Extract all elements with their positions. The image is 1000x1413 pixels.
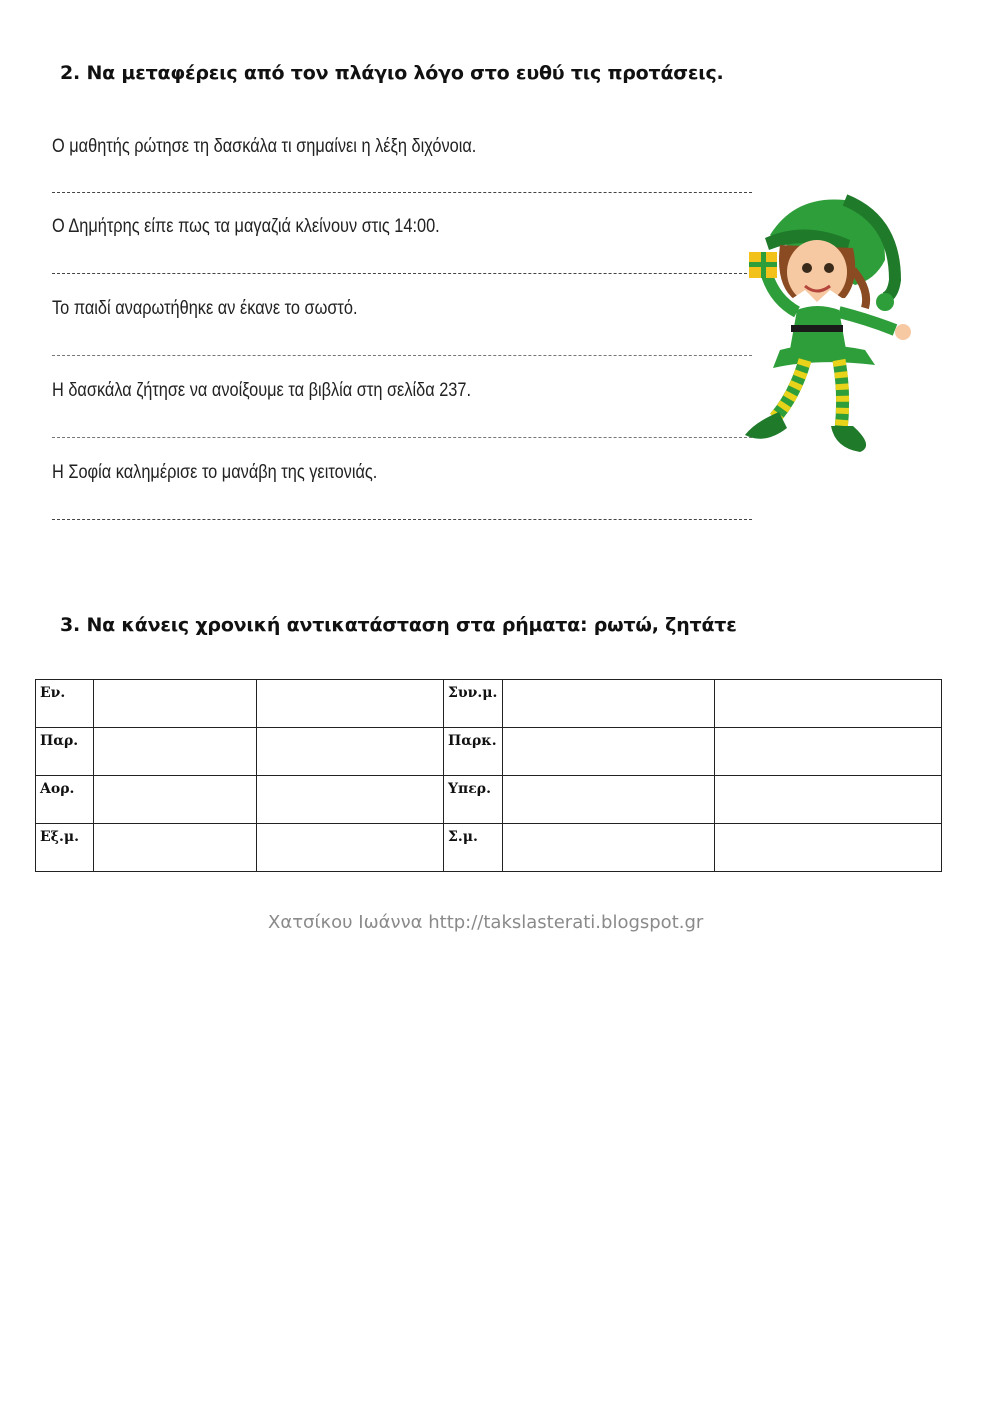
tense-label-right [444, 776, 503, 824]
tense-label-text: Εν. [40, 685, 66, 701]
answer-cell[interactable] [503, 824, 715, 872]
answer-cell[interactable] [715, 824, 942, 872]
tense-label-left [36, 824, 94, 872]
answer-cell[interactable] [715, 680, 942, 728]
answer-cell[interactable] [257, 824, 444, 872]
tense-label-text: Εξ.μ. [40, 829, 79, 845]
answer-cell[interactable] [257, 728, 444, 776]
answer-cell[interactable] [94, 776, 257, 824]
tense-label-text: Αορ. [40, 781, 75, 797]
answer-cell[interactable] [715, 728, 942, 776]
answer-cell[interactable] [503, 680, 715, 728]
tense-label-text: Συν.μ. [448, 685, 498, 701]
sentence-5: Η Σοφία καλημέρισε το μανάβη της γειτονιάς. [52, 462, 378, 483]
answer-cell[interactable] [94, 680, 257, 728]
footer-credit: Χατσίκου Ιωάννα http://takslasterati.blogspot.gr [268, 912, 704, 933]
tense-label-right [444, 824, 503, 872]
answer-line-3[interactable] [52, 355, 752, 356]
tense-label-left [36, 680, 94, 728]
table-row [36, 776, 942, 824]
tense-label-text: Σ.μ. [448, 829, 478, 845]
tense-label-right [444, 728, 503, 776]
tense-label-text: Παρκ. [448, 733, 497, 749]
exercise-3-title: 3. Να κάνεις χρονική αντικατάσταση στα ρήματα: ρωτώ, ζητάτε [60, 614, 737, 636]
exercise-2-title: 2. Να μεταφέρεις από τον πλάγιο λόγο στο ευθύ τις προτάσεις. [60, 62, 724, 84]
answer-line-2[interactable] [52, 273, 752, 274]
answer-cell[interactable] [503, 728, 715, 776]
tense-table [35, 679, 942, 872]
elf-illustration [735, 190, 925, 460]
sentence-1: Ο μαθητής ρώτησε τη δασκάλα τι σημαίνει η λέξη διχόνοια. [52, 136, 477, 157]
tense-label-left [36, 776, 94, 824]
tense-label-text: Παρ. [40, 733, 79, 749]
sentence-2: Ο Δημήτρης είπε πως τα μαγαζιά κλείνουν στις 14:00. [52, 216, 440, 237]
answer-line-1[interactable] [52, 192, 752, 193]
tense-label-left [36, 728, 94, 776]
table-row [36, 680, 942, 728]
answer-cell[interactable] [94, 824, 257, 872]
table-row [36, 824, 942, 872]
tense-label-text: Υπερ. [448, 781, 491, 797]
answer-line-5[interactable] [52, 519, 752, 520]
answer-line-4[interactable] [52, 437, 752, 438]
sentence-3: Το παιδί αναρωτήθηκε αν έκανε το σωστό. [52, 298, 358, 319]
answer-cell[interactable] [94, 728, 257, 776]
answer-cell[interactable] [257, 680, 444, 728]
answer-cell[interactable] [503, 776, 715, 824]
table-row [36, 728, 942, 776]
tense-label-right [444, 680, 503, 728]
sentence-4: Η δασκάλα ζήτησε να ανοίξουμε τα βιβλία στη σελίδα 237. [52, 380, 472, 401]
answer-cell[interactable] [715, 776, 942, 824]
answer-cell[interactable] [257, 776, 444, 824]
